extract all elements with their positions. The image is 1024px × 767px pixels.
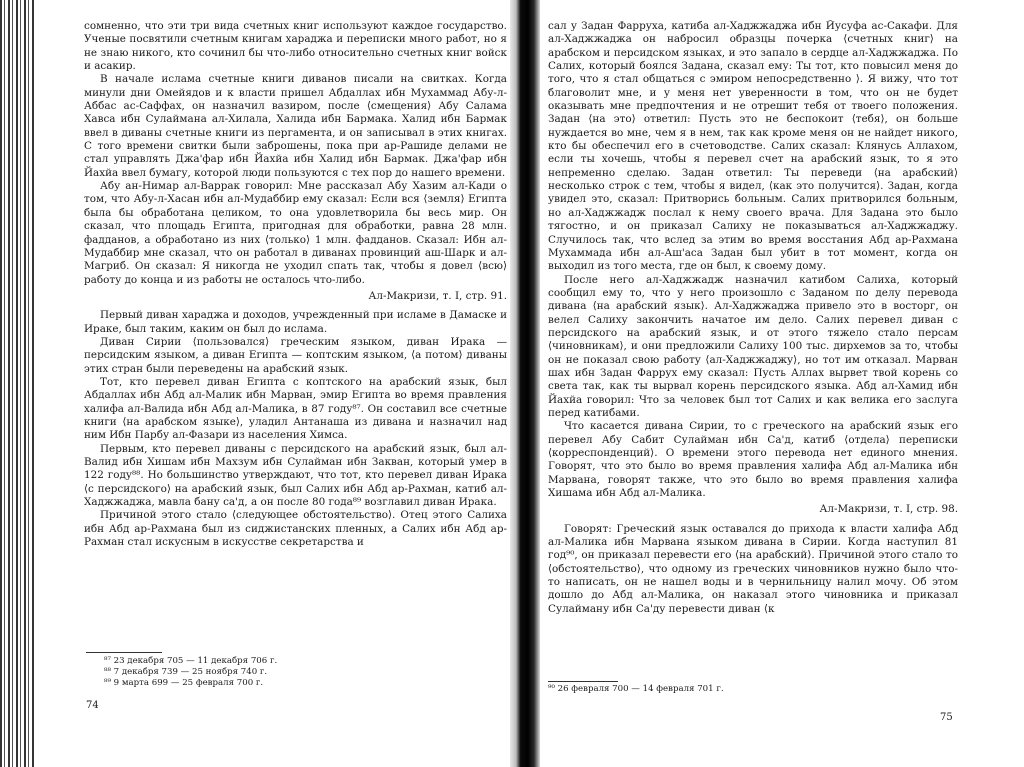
book-binding <box>510 0 540 767</box>
page-number: 75 <box>940 712 953 723</box>
paragraph: Первым, кто перевел диваны с персидского на арабский язык, был ал-Валид ибн Хишам ибн Махзум ибн Сулайман ибн Закван, который умер в 122 году⁸⁸. Но большинство утверждают, что тот, кто перевел диван Ирака ⟨с персидского⟩ на арабский язык, был Салих ибн Абд ар-Рахман, катиб ал-Хаджжаджа, мавла бану са'д, а он после 80 года⁸⁹ возглавил диван Ирака. <box>84 442 507 509</box>
left-page <box>84 20 507 760</box>
footnote-rule <box>548 681 618 682</box>
page-number: 74 <box>86 700 99 711</box>
right-page <box>548 20 958 760</box>
right-footnotes <box>548 684 848 695</box>
paragraph: Тот, кто перевел диван Египта с коптского на арабский язык, был Абдаллах ибн Абд ал-Малик ибн Марван, эмир Египта во время правления халифа ал-Валида ибн Абд ал-Малика, в 87 году⁸⁷. Он составил все счетные книги ⟨на арабском языке⟩, уладил Антанаша из дивана и назначил над ним Ибн Парбу ал-Фазари из населения Химса. <box>84 375 507 442</box>
footnote: ⁹⁰ 26 февраля 700 — 14 февраля 701 г. <box>548 684 724 694</box>
paragraph: Первый диван хараджа и доходов, учрежденный при исламе в Дамаске и Ираке, был таким, каким он был до ислама. <box>84 309 507 335</box>
left-edge-shadow <box>0 0 34 767</box>
paragraph: После него ал-Хаджжадж назначил катибом Салиха, который сообщил ему то, что у него произошло с Заданом по делу перевода дивана ⟨на арабский язык⟩. Ал-Хаджжаджа привело это в восторг, он велел Салиху закончить начатое им дело. Салих перевел диван с персидского на арабский язык, и от этого тяжело стало персам ⟨чиновникам⟩, и они предложили Салиху 100 тыс. дирхемов за то, чтобы он не показал свою работу ⟨ал-Хаджжаджу⟩, но тот им отказал. Марван шах ибн Задан Фаррух ему сказал: Пусть Аллах вырвет твой корень со света так, как ты вырвал корень персидского языка. Абд ал-Хамид ибн Йахйа говорил: Что за человек был тот Салих и как велика его заслуга перед катибами. <box>548 273 958 419</box>
paragraph: сал у Задан Фарруха, катиба ал-Хаджжаджа ибн Йусуфа ас-Сакафи. Для ал-Хаджжаджа он набросил образцы почерка ⟨счетных книг⟩ на арабском и персидском языках, и это запало в сердце ал-Хаджжаджа. По Салих, который боялся Задана, сказал ему: Ты тот, кто повысил меня до того, что я стал общаться с эмиром непосредственно ⟩. Я вижу, что тот благоволит мне, и у меня нет уверенности в том, что он не будет оказывать мне предпочтения и не отрешит тебя от твоего положения. Задан ⟨на это⟩ ответил: Пусть это не беспокоит ⟨тебя⟩, он больше нуждается во мне, чем я в нем, так как кроме меня он не найдет никого, кто бы обеспечил его в счетоводстве. Салих сказал: Клянусь Аллахом, если ты хочешь, чтобы я перевел счет на арабский язык, то я это непременно сделаю. Задан ответил: Ты переведи ⟨на арабский⟩ несколько строк с тем, чтобы я видел, ⟨как это получится⟩. Задан, когда увидел это, сказал: Притворись больным. Салих притворился больным, но ал-Хаджжадж послал к нему своего врача. Для Задана это было тягостно, и он приказал Салиху не показываться ал-Хаджжаджу. Случилось так, что вслед за этим во время восстания Абд ар-Рахмана Мухаммада ибн ал-Аш'аса Задан был убит в тот момент, когда он выходил из того места, где он был, к своему дому. <box>548 20 958 273</box>
paragraph: Абу ан-Нимар ал-Варрак говорил: Мне рассказал Абу Хазим ал-Кади о том, что Абу-л-Хасан ибн ал-Мудаббир ему сказал: Если вся ⟨земля⟩ Египта была бы обработана целиком, то она удовлетворила бы весь мир. Он сказал, что площадь Египта, пригодная для обработки, равна 28 млн. фадданов, а обработано из них ⟨только⟩ 1 млн. фадданов. Сказал: Ибн ал-Мудаббир мне сказал, что он работал в диванах провинций аш-Шарк и ал-Магриб. Он сказал: Я никогда не уходил спать так, чтобы я довел ⟨всю⟩ работу до конца и из работы не осталось что-либо. <box>84 180 507 286</box>
source-citation: Ал-Макризи, т. I, стр. 91. <box>368 289 507 302</box>
source-citation: Ал-Макризи, т. I, стр. 98. <box>819 503 958 516</box>
footnote: ⁸⁹ 9 марта 699 — 25 февраля 700 г. <box>104 678 264 688</box>
paragraph: Говорят: Греческий язык оставался до прихода к власти халифа Абд ал-Малика ибн Марвана языком дивана в Сирии. Когда наступил 81 год⁹⁰, он приказал перевести его ⟨на арабский⟩. Причиной этого стало то ⟨обстоятельство⟩, что одному из греческих чиновников нужно было что-то написать, он не нашел воды и в чернильницу налил мочу. Об этом дошло до Абд ал-Малика, он наказал этого чиновника и приказал Сулайману ибн Са'ду перевести диван ⟨к <box>548 522 958 615</box>
footnote-rule <box>86 652 162 653</box>
paragraph: Причиной этого стало ⟨следующее обстоятельство⟩. Отец этого Салиха ибн Абд ар-Рахмана был из сиджистанских пленных, а Салих ибн Абд ар-Рахман стал искусным в искусстве секретарства и <box>84 509 507 549</box>
left-footnotes <box>104 656 404 689</box>
paragraph: В начале ислама счетные книги диванов писали на свитках. Когда минули дни Омейядов и к власти пришел Абдаллах ибн Мухаммад Абу-л-Аббас ас-Саффах, он назначил вазиром, после ⟨смещения⟩ Абу Салама Хавса ибн Сулаймана ал-Хилала, Халида ибн Бармака. Халид ибн Бармак ввел в диваны счетные книги из пергамента, и он записывал в этих книгах. С того времени свитки были заброшены, пока при ар-Рашиде делами не стал управлять Джа'фар ибн Йахйа ибн Халид ибн Бармак. Джа'фар ибн Йахйа ввел бумагу, которой люди пользуются с тех пор до нашего времени. <box>84 73 507 179</box>
footnote: ⁸⁸ 7 декабря 739 — 25 ноября 740 г. <box>104 667 268 677</box>
footnote: ⁸⁷ 23 декабря 705 — 11 декабря 706 г. <box>104 656 278 666</box>
paragraph: Диван Сирии ⟨пользовался⟩ греческим языком, диван Ирака — персидским языком, а диван Египта — коптским языком, ⟨а потом⟩ диваны этих стран были переведены на арабский язык. <box>84 335 507 375</box>
paragraph: Что касается дивана Сирии, то с греческого на арабский язык его перевел Абу Сабит Сулайман ибн Са'д, катиб ⟨отдела⟩ переписки ⟨корреспонденций⟩. О времени этого перевода нет единого мнения. Говорят, что это было во время правления халифа Абд ал-Малика ибн Марвана, говорят также, что это было во время правления халифа Хишама ибн Абд ал-Малика. <box>548 420 958 500</box>
paragraph: сомненно, что эти три вида счетных книг используют каждое государство. Ученые посвятили счетным книгам хараджа и переписки много работ, но я не знаю никого, кто сочинил бы что-либо относительно счетных книг войск и асакир. <box>84 20 507 73</box>
